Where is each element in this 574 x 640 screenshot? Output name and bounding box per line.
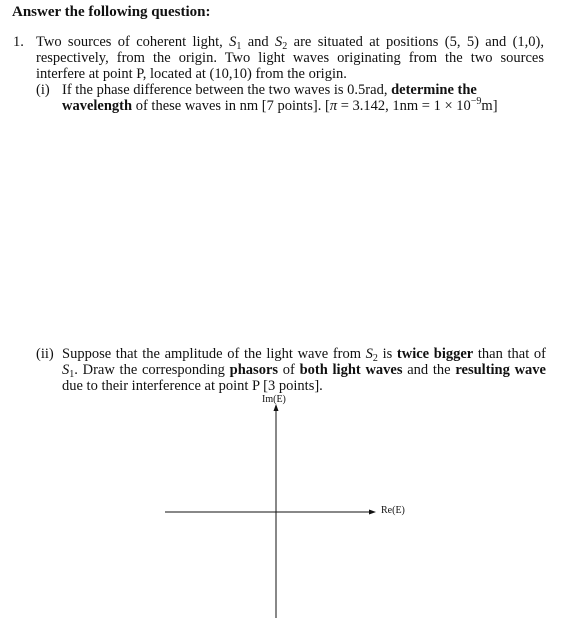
question-number: 1. <box>13 34 24 50</box>
x-axis-arrowhead <box>369 510 376 515</box>
y-axis-arrowhead <box>274 404 279 411</box>
part-i-label: (i) <box>36 82 50 98</box>
heading-title: Answer the following question: <box>12 4 211 20</box>
part-ii-label: (ii) <box>36 346 54 362</box>
part-i-text: If the phase difference between the two waves is 0.5rad, determine the wavelength of these waves in nm [7 points]. [π = 3.142, $1nm = 1 \times 10^{-9}m$] <box>62 82 498 114</box>
part-ii-text: Suppose that the amplitude of the light wave from $S_2$ is twice bigger than that of $S_1$. Draw the corresponding phasors of both light waves and the resulting wave due to their interference at point P [3 points]. <box>62 346 547 394</box>
x-axis-label: Re(E) <box>381 505 405 516</box>
question-text: Two sources of coherent light, $S_1$ and $S_2$ are situated at positions (5, 5) and (1,0), respectively, from the origin. Two light waves originating from the two sources interfere at point P, located at (10,10) from the origin. <box>36 34 545 82</box>
y-axis-label: Im(E) <box>262 394 286 405</box>
